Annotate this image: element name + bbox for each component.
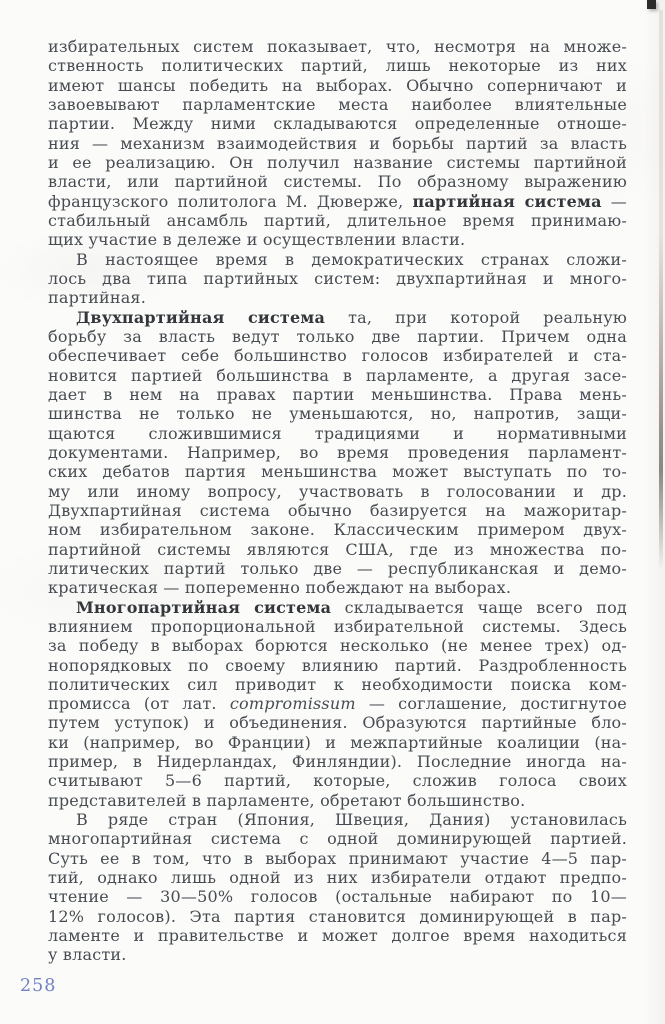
- paragraph: [48, 308, 627, 598]
- text-run: партии. Между ними складываются определенные отноше-: [48, 114, 627, 134]
- text-line: [48, 114, 627, 133]
- text-line: [48, 385, 627, 404]
- text-line: [48, 153, 627, 172]
- paragraph: [48, 598, 627, 811]
- paragraph: [48, 37, 627, 250]
- text-line: [48, 945, 627, 964]
- text-run: 12% голосов). Эта партия становится доминирующей в пар-: [48, 906, 627, 926]
- text-run: и ее реализацию. Он получил название системы партийной: [48, 152, 627, 172]
- text-run: Суть ее в том, что в выборах принимают участие 4—5 пар-: [48, 848, 627, 868]
- text-run: стабильный ансамбль партий, длительное время принимаю-: [48, 210, 627, 230]
- text-run: новится партией большинства в парламенте, а другая засе-: [48, 365, 627, 385]
- text-run-bold: партийная система: [412, 191, 602, 211]
- text-run: многопартийная система с одной доминирующей партией.: [48, 829, 627, 849]
- text-line: [48, 578, 627, 597]
- text-run: партийной системы являются США, где из множества по-: [48, 539, 627, 559]
- text-run: В настоящее время в демократических странах сложи-: [76, 249, 627, 269]
- text-line: [48, 288, 627, 307]
- text-run: лось два типа партийных систем: двухпартийная и много-: [48, 268, 627, 288]
- text-run: ламенте и правительстве и может долгое время находиться: [48, 926, 627, 946]
- text-run: имеют шансы победить на выборах. Обычно соперничают и: [48, 75, 627, 95]
- text-run: промисса (от лат.: [48, 694, 230, 714]
- text-line: [48, 752, 627, 771]
- text-run: складывается чаще всего под: [331, 597, 627, 617]
- text-line: [48, 462, 627, 481]
- text-run: власти, или партийной системы. По образному выражению: [48, 172, 627, 192]
- text-run: путем уступок) и объединения. Образуются партийные бло-: [48, 713, 627, 733]
- text-run: влиянием пропорциональной избирательной системы. Здесь: [48, 616, 627, 636]
- text-run: — соглашение, достигнутое: [355, 694, 627, 714]
- text-run: партийная.: [48, 288, 147, 308]
- text-line: [48, 733, 627, 752]
- text-line: [48, 172, 627, 191]
- text-run: литических партий только две — республиканская и демо-: [48, 558, 627, 578]
- text-run: шинства не только не уменьшаются, но, напротив, защи-: [48, 404, 627, 424]
- text-line: [48, 95, 627, 114]
- text-line: [48, 346, 627, 365]
- text-line: [48, 327, 627, 346]
- text-run: политических сил приводит к необходимости поиска ком-: [48, 674, 627, 694]
- text-line: [48, 713, 627, 732]
- text-line: [48, 230, 627, 249]
- paragraph: [48, 810, 627, 965]
- text-line: [48, 211, 627, 230]
- text-run: Двухпартийная система обычно базируется на мажоритар-: [48, 500, 627, 520]
- text-line: [48, 907, 627, 926]
- text-line: [48, 656, 627, 675]
- text-line: [48, 269, 627, 288]
- text-run-bold: Двухпартийная система: [76, 307, 326, 327]
- text-block: [48, 37, 627, 965]
- text-line: [48, 56, 627, 75]
- text-run: щаются сложившимися традициями и нормативными: [48, 423, 627, 443]
- text-line: [48, 308, 627, 327]
- text-line: [48, 443, 627, 462]
- text-run: за победу в выборах борются несколько (не менее трех) од-: [48, 636, 627, 656]
- text-line: [48, 37, 627, 56]
- text-run: представителей в парламенте, обретают большинство.: [48, 790, 526, 810]
- text-run: у власти.: [48, 945, 127, 965]
- text-run: кратическая — попеременно побеждают на выборах.: [48, 578, 512, 598]
- text-line: [48, 617, 627, 636]
- text-run: му или иному вопросу, участвовать в голосовании и др.: [48, 481, 627, 501]
- text-run: ном избирательном законе. Классическим примером двух-: [48, 520, 627, 540]
- text-run: французского политолога М. Дюверже,: [48, 191, 413, 211]
- paragraph: [48, 250, 627, 308]
- text-line: [48, 366, 627, 385]
- text-line: [48, 598, 627, 617]
- text-run: ния — механизм взаимодействия и борьбы партий за власть: [48, 133, 627, 153]
- text-run: ских дебатов партия меньшинства может выступать по то-: [48, 462, 627, 482]
- text-run-italic: compromissum: [229, 694, 356, 714]
- text-line: [48, 926, 627, 945]
- text-run-bold: Многопартийная система: [76, 597, 332, 617]
- text-line: [48, 810, 627, 829]
- text-run: пример, в Нидерландах, Финляндии). Последние иногда на-: [48, 752, 627, 772]
- text-run: чтение — 30—50% голосов (остальные набирают по 10—: [48, 887, 627, 907]
- text-run: избирательных систем показывает, что, несмотря на множе-: [48, 37, 627, 56]
- text-line: [48, 694, 627, 713]
- text-line: [48, 559, 627, 578]
- text-run: завоевывают парламентские места наиболее влиятельные: [48, 94, 627, 114]
- text-line: [48, 675, 627, 694]
- text-run: тий, однако лишь одной из них избиратели отдают предпо-: [48, 868, 627, 888]
- text-run: ственность политических партий, лишь некоторые из них: [48, 56, 627, 76]
- text-run: нопорядковых по своему влиянию партий. Раздробленность: [48, 655, 627, 675]
- scan-edge-strip: [659, 10, 663, 570]
- text-run: ки (например, во Франции) и межпартийные коалиции (на-: [48, 732, 627, 752]
- text-line: [48, 540, 627, 559]
- text-line: [48, 829, 627, 848]
- text-run: дает в нем на правах партии меньшинства. Права мень-: [48, 384, 627, 404]
- text-line: [48, 887, 627, 906]
- text-run: В ряде стран (Япония, Швеция, Дания) установилась: [76, 810, 627, 830]
- scan-corner-mark: [647, 0, 656, 9]
- text-line: [48, 404, 627, 423]
- page-number: 258: [20, 976, 57, 996]
- text-run: та, при которой реальную: [325, 307, 627, 327]
- text-run: —: [601, 191, 627, 211]
- text-line: [48, 482, 627, 501]
- text-line: [48, 134, 627, 153]
- text-line: [48, 791, 627, 810]
- text-line: [48, 771, 627, 790]
- page-edge-shadow: [643, 0, 665, 1024]
- text-line: [48, 868, 627, 887]
- text-line: [48, 424, 627, 443]
- text-run: щих участие в дележе и осуществлении власти.: [48, 230, 466, 250]
- text-line: [48, 520, 627, 539]
- text-line: [48, 76, 627, 95]
- text-run: документами. Например, во время проведения парламент-: [48, 442, 627, 462]
- text-line: [48, 192, 627, 211]
- text-run: обеспечивает себе большинство голосов избирателей и ста-: [48, 346, 627, 366]
- text-line: [48, 849, 627, 868]
- text-line: [48, 636, 627, 655]
- text-line: [48, 501, 627, 520]
- text-line: [48, 250, 627, 269]
- text-run: считывают 5—6 партий, которые, сложив голоса своих: [48, 771, 627, 791]
- text-run: борьбу за власть ведут только две партии. Причем одна: [48, 326, 627, 346]
